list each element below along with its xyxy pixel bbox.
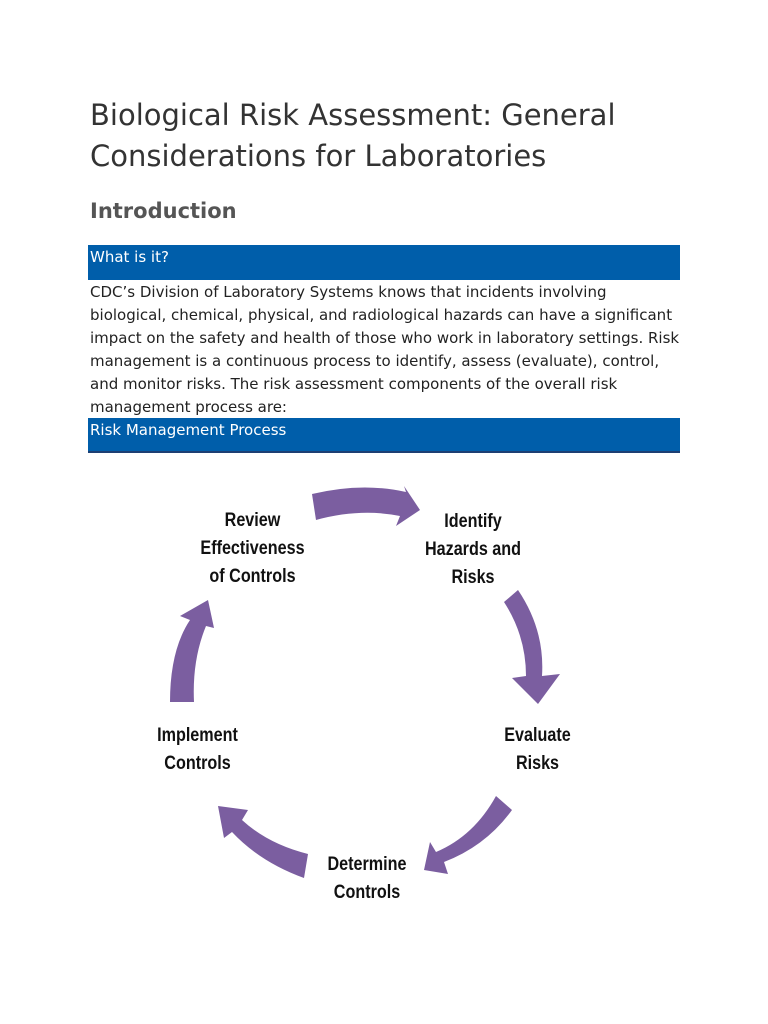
what-is-it-label: What is it?: [90, 248, 169, 266]
what-is-it-bar: [88, 245, 680, 280]
risk-management-process-label: Risk Management Process: [90, 421, 287, 439]
process-bar-underline: [88, 451, 680, 453]
page-title: Biological Risk Assessment: General Considerations for Laboratories: [90, 98, 616, 173]
step-identify-hazards-and-risks: Identify Hazards and Risks: [424, 511, 522, 588]
step-review-effectiveness-of-controls: Review Effectiveness of Controls: [200, 510, 305, 587]
step-determine-controls: Determine Controls: [327, 854, 407, 903]
cycle-arrow-implement-to-review: [170, 600, 214, 702]
intro-paragraph: CDC’s Division of Laboratory Systems knows that incidents involving biological, chemical, physical, and radiological hazards can have a significant impact on the safety and health of those who work in laboratory settings. Risk management is a continuous process to identify, assess (evaluate), control, and monitor risks. The risk assessment components of the overall risk management process are:: [90, 283, 680, 416]
risk-management-cycle-diagram: [140, 470, 600, 920]
step-implement-controls: Implement Controls: [157, 725, 238, 774]
risk-management-process-bar: [88, 418, 680, 453]
cycle-arrow-identify-to-evaluate: [504, 590, 560, 704]
cycle-arrow-determine-to-implement: [218, 806, 308, 878]
cycle-arrow-evaluate-to-determine: [424, 796, 512, 874]
section-heading-introduction: Introduction: [90, 199, 237, 223]
step-evaluate-risks: Evaluate Risks: [504, 725, 571, 774]
cycle-arrow-review-to-identify: [312, 486, 420, 526]
